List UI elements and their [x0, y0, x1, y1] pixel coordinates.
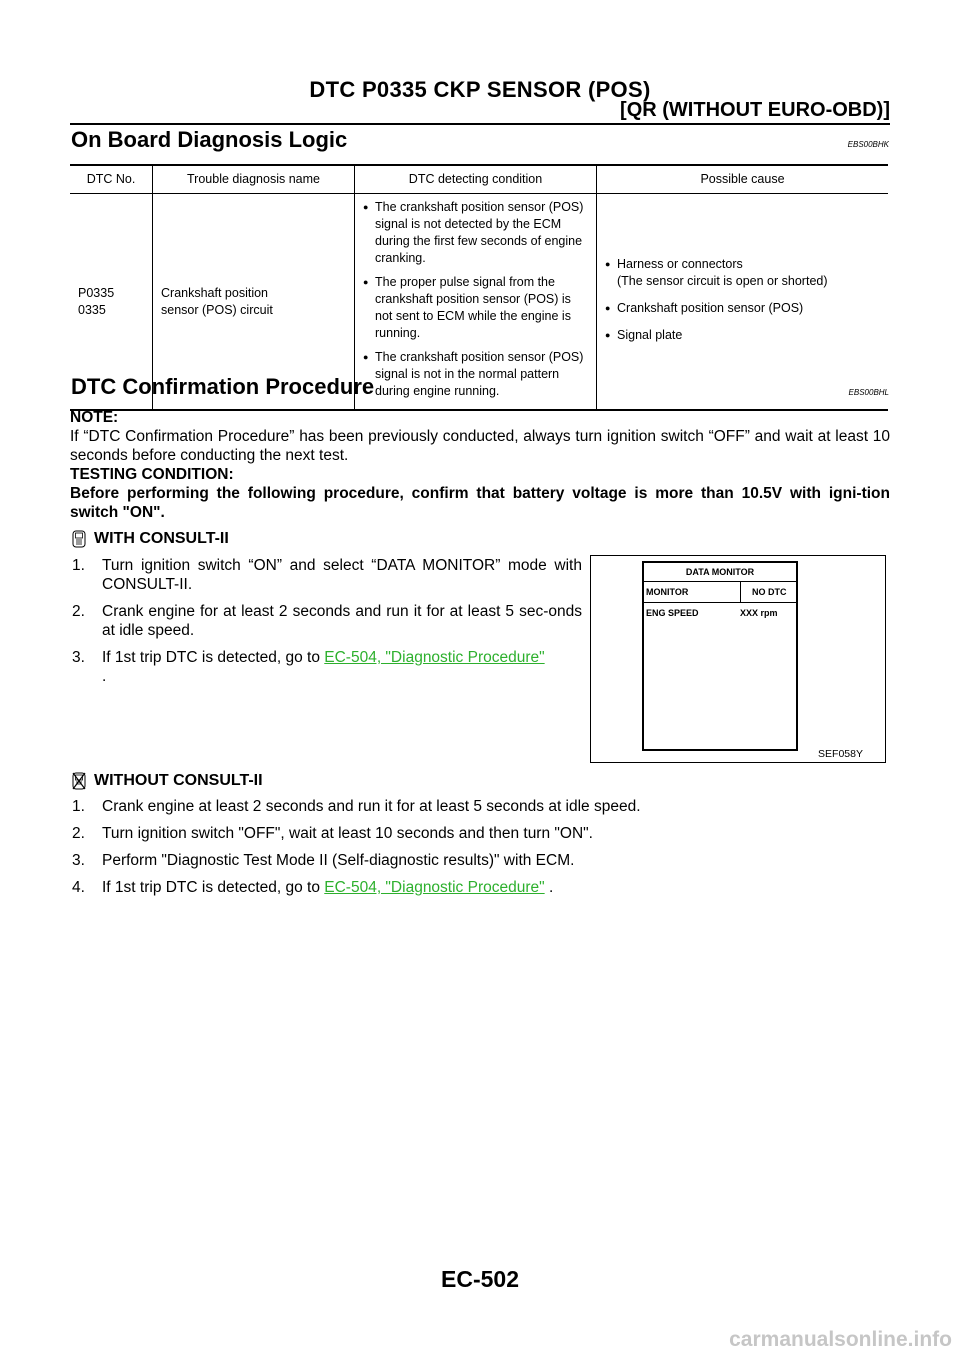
screen-item-value: XXX rpm	[740, 608, 778, 618]
note-label: NOTE:	[70, 409, 119, 426]
step-number: 1.	[72, 798, 85, 815]
step-number: 3.	[72, 649, 85, 666]
without-consult-steps	[72, 797, 890, 905]
list-item	[72, 602, 582, 640]
without-consult-title: WITHOUT CONSULT-II	[94, 772, 263, 789]
page-title: DTC P0335 CKP SENSOR (POS)	[309, 77, 651, 102]
figure-id: SEF058Y	[818, 748, 863, 760]
table-header-row	[70, 165, 888, 194]
possible-cause-cell	[597, 194, 889, 411]
cause-text: Crankshaft position sensor (POS)	[617, 300, 804, 315]
diagnosis-name-line: sensor (POS) circuit	[161, 302, 273, 317]
no-consult-tool-icon	[72, 772, 86, 790]
cause-item	[605, 256, 880, 290]
step-number: 2.	[72, 825, 85, 842]
step-text: Perform "Diagnostic Test Mode II (Self-diagnostic results)" with ECM.	[102, 852, 575, 869]
consult-screen	[642, 561, 798, 751]
step-number: 2.	[72, 603, 85, 620]
step-text-trailing: .	[102, 668, 107, 685]
screen-divider	[740, 582, 741, 602]
cause-item	[605, 327, 880, 344]
watermark: carmanualsonline.info	[729, 1328, 952, 1351]
list-item	[72, 824, 890, 843]
page-subtitle: [QR (WITHOUT EURO-OBD)]	[620, 99, 890, 121]
step-number: 1.	[72, 557, 85, 574]
diagnostic-procedure-link[interactable]: EC-504, "Diagnostic Procedure"	[324, 649, 545, 666]
section-title-diagnosis-logic: On Board Diagnosis Logic	[71, 127, 348, 152]
list-item	[72, 797, 890, 816]
cause-item	[605, 300, 880, 317]
cause-text-detail: (The sensor circuit is open or shorted)	[617, 273, 828, 288]
list-item	[72, 648, 582, 686]
condition-item: ● The proper pulse signal from the crankshaft position sensor (POS) is not sent to ECM while the engine is running.	[363, 274, 588, 342]
page-number: EC-502	[441, 1266, 519, 1292]
column-header: DTC No.	[70, 165, 153, 194]
detecting-condition-cell	[355, 194, 597, 411]
step-text: If 1st trip DTC is detected, go to	[102, 879, 325, 896]
step-text: Crank engine at least 2 seconds and run it for at least 5 seconds at idle speed.	[102, 798, 641, 815]
column-header: Possible cause	[597, 165, 889, 194]
list-item	[72, 556, 582, 594]
header-divider	[70, 123, 890, 125]
column-header: Trouble diagnosis name	[153, 165, 355, 194]
section-title-confirmation-procedure: DTC Confirmation Procedure	[71, 374, 375, 399]
with-consult-heading	[72, 530, 229, 548]
section-code: EBS00BHK	[847, 140, 889, 149]
step-number: 4.	[72, 879, 85, 896]
step-text-trailing: .	[544, 879, 554, 896]
screen-column-monitor: MONITOR	[646, 587, 689, 597]
column-header: DTC detecting condition	[355, 165, 597, 194]
note-text: If “DTC Confirmation Procedure” has been previously conducted, always turn ignition switch “OFF” and wait at least 10 seconds before conducting the next test.	[70, 428, 890, 464]
screen-title: DATA MONITOR	[644, 563, 796, 582]
step-text: Crank engine for at least 2 seconds and run it for at least 5 sec-onds at idle speed.	[102, 603, 582, 639]
with-consult-steps	[72, 556, 582, 694]
with-consult-title: WITH CONSULT-II	[94, 530, 229, 547]
dtc-number: P0335	[78, 285, 115, 300]
section-code: EBS00BHL	[848, 388, 889, 397]
cause-text: Signal plate	[617, 327, 683, 342]
dtc-number-alt: 0335	[78, 302, 106, 317]
list-item	[72, 878, 890, 897]
step-number: 3.	[72, 852, 85, 869]
screen-column-dtc: NO DTC	[752, 587, 787, 597]
consult-tool-icon	[72, 530, 86, 548]
step-text: Turn ignition switch "OFF", wait at least 10 seconds and then turn "ON".	[102, 825, 593, 842]
diagnosis-name-line: Crankshaft position	[161, 285, 269, 300]
note-block	[70, 408, 890, 522]
condition-item: ● The crankshaft position sensor (POS) signal is not detected by the ECM during the first few seconds of engine cranking.	[363, 199, 588, 267]
testing-condition-label: TESTING CONDITION:	[70, 466, 234, 483]
list-item	[72, 851, 890, 870]
step-text: If 1st trip DTC is detected, go to	[102, 649, 325, 666]
condition-item: ● The crankshaft position sensor (POS) signal is not in the normal pattern during engine running.	[363, 349, 588, 400]
screen-item-label: ENG SPEED	[646, 608, 699, 618]
without-consult-heading	[72, 772, 263, 790]
diagnostic-procedure-link[interactable]: EC-504, "Diagnostic Procedure"	[324, 879, 545, 896]
screen-header-row	[644, 582, 796, 603]
testing-condition-text: Before performing the following procedure, confirm that battery voltage is more than 10.5V with igni-tion switch "ON".	[70, 485, 890, 521]
data-monitor-figure	[590, 555, 886, 763]
step-text: Turn ignition switch “ON” and select “DATA MONITOR” mode with CONSULT-II.	[102, 557, 582, 593]
cause-text: Harness or connectors	[617, 256, 743, 271]
